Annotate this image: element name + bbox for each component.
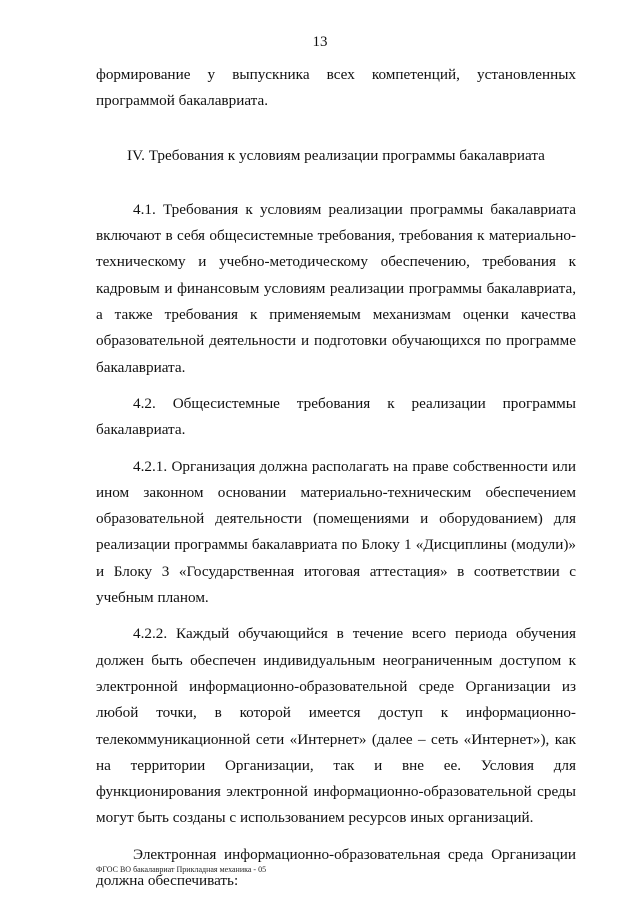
paragraph-4-2: 4.2. Общесистемные требования к реализации программы бакалавриата. [96, 394, 576, 439]
paragraph-environment: Электронная информационно-образовательная среда Организации должна обеспечивать: [96, 845, 576, 890]
paragraph-continuation: формирование у выпускника всех компетенций, установленных программой бакалавриата. [96, 66, 576, 110]
paragraph-4-2-2: 4.2.2. Каждый обучающийся в течение всего периода обучения должен быть обеспечен индивидуальным неограниченным доступом к электронной информационно-образовательной среде Организации из любой точки, в которой имеется доступ к информационно-телекоммуникационной сети «Интернет» (далее – сеть «Интернет»), как на территории Организации, так и вне ее. Условия для функционирования электронной информационно-образовательной среды могут быть созданы с использованием ресурсов иных организаций. [96, 625, 576, 827]
page-number: 13 [312, 34, 328, 50]
section-heading: IV. Требования к условиям реализации программы бакалавриата [127, 146, 545, 164]
paragraph-4-1: 4.1. Требования к условиям реализации программы бакалавриата включают в себя общесистемные требования, требования к материально-техническому и учебно-методическому обеспечению, требования к кадровым и финансовым условиям реализации программы бакалавриата, а также требования к применяемым механизмам оценки качества образовательной деятельности и подготовки обучающихся по программе бакалавриата. [96, 200, 576, 376]
document-body [96, 62, 576, 894]
footer-note: ФГОС ВО бакалавриат Прикладная механика - 05 [96, 865, 267, 874]
paragraph-4-2-1: 4.2.1. Организация должна располагать на праве собственности или ином законном основании материально-техническим обеспечением образовательной деятельности (помещениями и оборудованием) для реализации программы бакалавриата по Блоку 1 «Дисциплины (модули)» и Блоку 3 «Государственная итоговая аттестация» в соответствии с учебным планом. [96, 457, 576, 607]
